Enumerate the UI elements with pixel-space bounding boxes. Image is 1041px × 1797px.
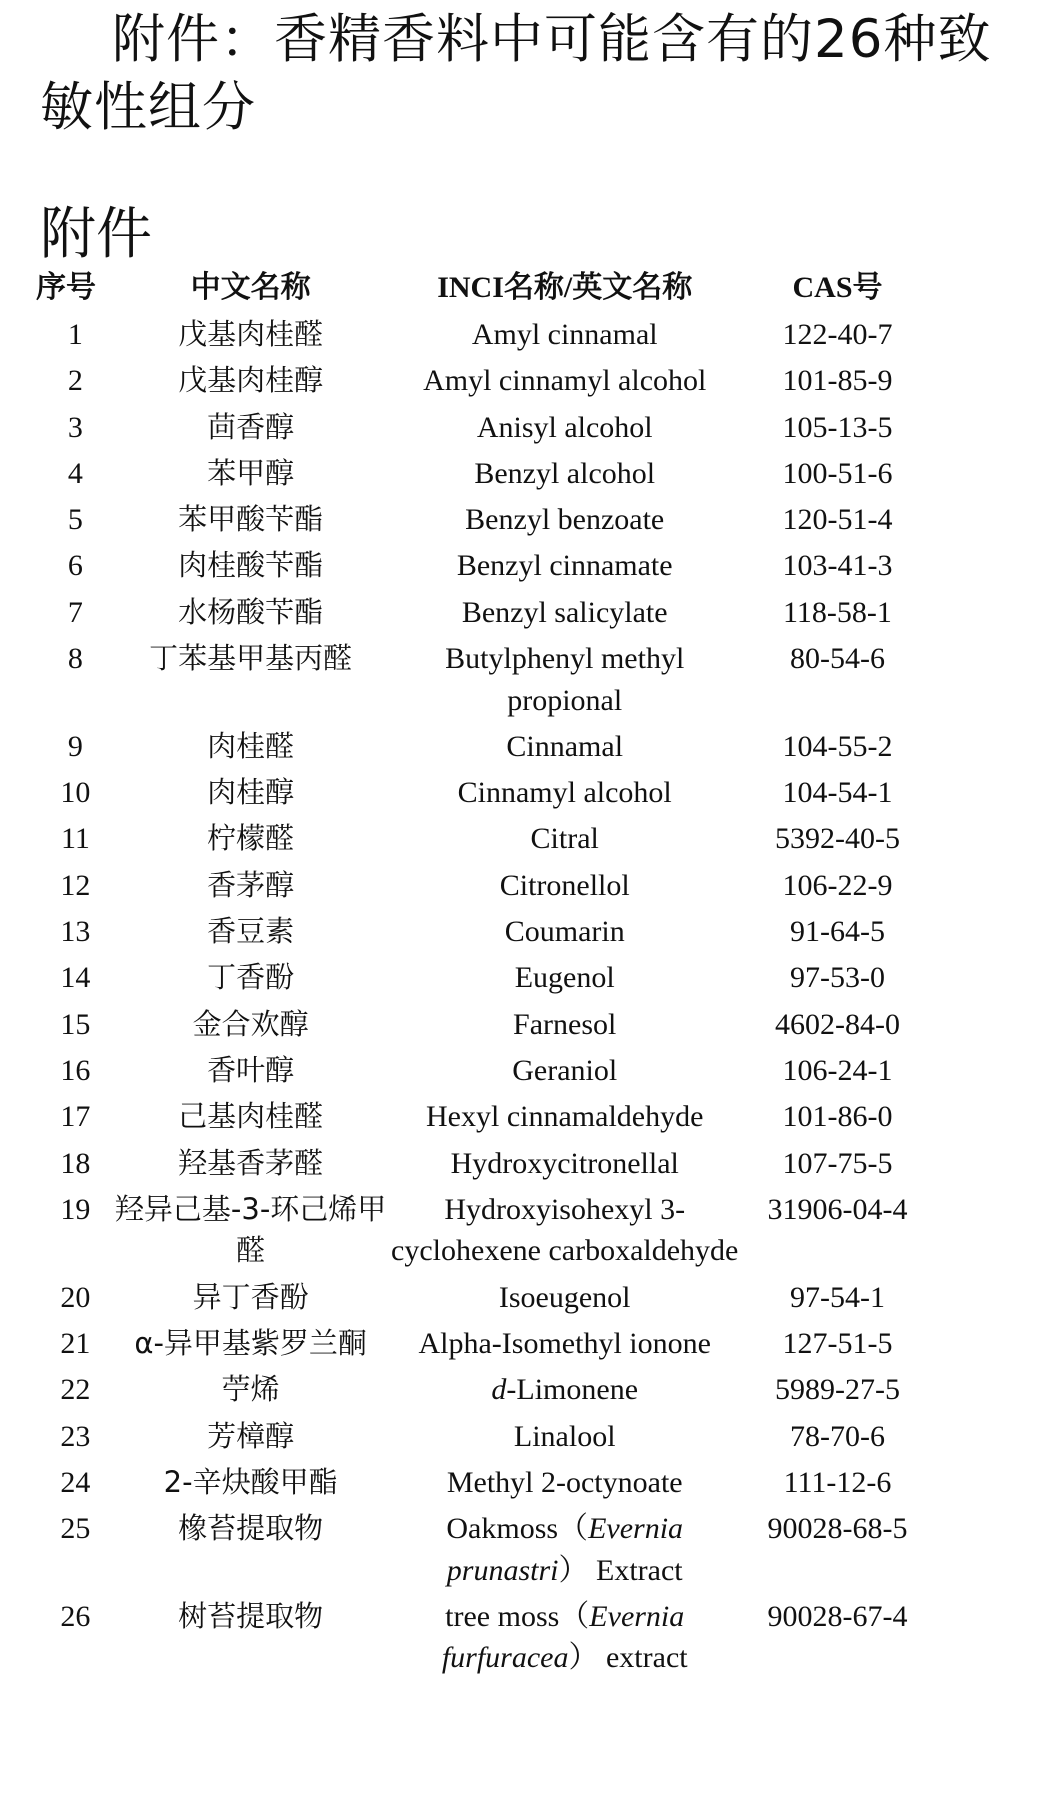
chinese-name: 异丁香酚: [192, 1279, 309, 1314]
inci-name: Linalool: [513, 1419, 616, 1453]
chinese-name: 香豆素: [207, 914, 295, 949]
table-row: [36, 499, 936, 545]
inci-name-italic-part: d: [491, 1373, 507, 1407]
row-number: 8: [67, 642, 83, 676]
inci-name: Amyl cinnamyl alcohol: [423, 364, 707, 398]
table-row: [36, 1050, 936, 1096]
cas-number: 103-41-3: [782, 549, 893, 583]
cas-number: 105-13-5: [782, 410, 893, 444]
inci-name: Methyl 2-octynoate: [446, 1465, 683, 1499]
inci-name: Hexyl cinnamaldehyde: [426, 1100, 704, 1134]
cas-number: 101-86-0: [782, 1100, 893, 1134]
cas-number: 104-55-2: [782, 729, 893, 763]
chinese-name: 肉桂酸苄酯: [178, 548, 324, 583]
chinese-name: 苧烯: [221, 1372, 280, 1407]
inci-name: Amyl cinnamal: [471, 318, 658, 351]
inci-name: [386, 1369, 739, 1415]
table-row: [36, 1096, 936, 1142]
row-number: 1: [67, 318, 83, 351]
table-row: [36, 1416, 936, 1462]
table-row: [36, 407, 936, 453]
chinese-name: 香茅醇: [207, 867, 295, 902]
chinese-name: α-异甲基紫罗兰酮: [134, 1325, 367, 1360]
table-row: [36, 1277, 936, 1323]
row-number: 25: [60, 1512, 91, 1546]
chinese-name: 柠檬醛: [207, 821, 295, 856]
cas-number: 107-75-5: [782, 1146, 893, 1180]
cas-number: 91-64-5: [790, 915, 885, 949]
inci-name: Cinnamyl alcohol: [457, 776, 672, 810]
table-row: [36, 453, 936, 499]
chinese-name: 苯甲酸苄酯: [178, 502, 324, 537]
table-row: [36, 726, 936, 772]
chinese-name: 2-辛炔酸甲酯: [163, 1464, 338, 1499]
chinese-name: 羟异己基-3-环己烯甲醛: [114, 1191, 387, 1268]
row-number: 15: [60, 1007, 91, 1041]
row-number: 19: [60, 1192, 91, 1226]
cas-number: 104-54-1: [782, 776, 893, 810]
row-number: 26: [60, 1599, 91, 1633]
row-number: 14: [60, 961, 91, 995]
cas-number: 127-51-5: [782, 1326, 893, 1360]
row-number: 7: [67, 595, 83, 629]
row-number: 18: [60, 1146, 91, 1180]
header-no: 序号: [36, 270, 96, 305]
inci-name-part: tree moss（: [445, 1599, 590, 1633]
cas-number: 80-54-6: [790, 642, 885, 676]
cas-number: 111-12-6: [783, 1465, 892, 1499]
chinese-name: 己基肉桂醛: [178, 1099, 324, 1134]
cas-number: 97-54-1: [790, 1280, 885, 1314]
inci-name: Benzyl benzoate: [465, 503, 665, 537]
cas-number: 118-58-1: [783, 595, 892, 629]
cas-number: 4602-84-0: [775, 1007, 900, 1041]
allergen-table: [36, 262, 936, 1684]
inci-name: Cinnamal: [506, 729, 624, 763]
row-number: 9: [67, 729, 83, 763]
cas-number: 5989-27-5: [775, 1373, 900, 1407]
chinese-name: 苯甲醇: [207, 455, 295, 490]
chinese-name: 丁香酚: [207, 960, 295, 995]
inci-name: Benzyl alcohol: [474, 456, 656, 490]
cas-number: 120-51-4: [782, 503, 893, 537]
inci-name: Citral: [530, 822, 599, 856]
table-row: [36, 911, 936, 957]
chinese-name: 香叶醇: [207, 1052, 295, 1087]
cas-number: 97-53-0: [790, 961, 885, 995]
table-row: [36, 818, 936, 864]
chinese-name: 芳樟醇: [207, 1418, 295, 1453]
table-body: [36, 314, 936, 1684]
cas-number: 100-51-6: [782, 456, 893, 490]
inci-name: Geraniol: [512, 1053, 618, 1087]
chinese-name: 肉桂醇: [207, 775, 295, 810]
cas-number: 5392-40-5: [775, 822, 900, 856]
chinese-name: 橡苔提取物: [178, 1511, 324, 1546]
cas-number: 31906-04-4: [767, 1192, 908, 1226]
cas-number: 106-22-9: [782, 868, 893, 902]
cas-number: 90028-67-4: [767, 1599, 908, 1633]
row-number: 24: [60, 1465, 91, 1499]
chinese-name: 丁苯基甲基丙醛: [149, 641, 353, 676]
row-number: 10: [60, 776, 91, 810]
cas-number: 122-40-7: [782, 318, 893, 351]
chinese-name: 戊基肉桂醇: [178, 363, 324, 398]
chinese-name: 茴香醇: [207, 409, 295, 444]
table-row: [36, 545, 936, 591]
inci-name-italic-part: Evernia furfuracea: [441, 1599, 685, 1675]
inci-name: Alpha-Isomethyl ionone: [418, 1326, 711, 1360]
row-number: 23: [60, 1419, 91, 1453]
cas-number: 78-70-6: [790, 1419, 885, 1453]
inci-name: Hydroxyisohexyl 3-cyclohexene carboxaldehyde: [391, 1192, 739, 1268]
row-number: 5: [67, 503, 83, 537]
chinese-name: 金合欢醇: [192, 1006, 309, 1041]
row-number: 3: [67, 410, 83, 444]
row-number: 12: [60, 868, 91, 902]
row-number: 16: [60, 1053, 91, 1087]
document-title: 附件：香精香料中可能含有的26种致敏性组分: [40, 9, 992, 138]
inci-name: Anisyl alcohol: [476, 410, 653, 444]
table-row: [36, 865, 936, 911]
inci-name: Coumarin: [504, 915, 625, 949]
cas-number: 106-24-1: [782, 1053, 893, 1087]
row-number: 20: [60, 1280, 91, 1314]
row-number: 13: [60, 915, 91, 949]
inci-name-part: Oakmoss（: [446, 1512, 589, 1546]
table-row: [36, 1004, 936, 1050]
table-row: [36, 314, 936, 360]
chinese-name: 树苔提取物: [178, 1598, 324, 1633]
table-row: [36, 1508, 936, 1596]
table-row: [36, 1369, 936, 1415]
table-row: [36, 360, 936, 406]
inci-name: Hydroxycitronellal: [450, 1146, 679, 1180]
inci-name: Farnesol: [513, 1007, 617, 1041]
row-number: 17: [60, 1100, 91, 1134]
header-cas: CAS号: [792, 271, 883, 304]
inci-name: [386, 1596, 739, 1684]
chinese-name: 羟基香茅醛: [178, 1145, 324, 1180]
table-row: [36, 1596, 936, 1684]
chinese-name: 水杨酸苄酯: [178, 594, 324, 629]
table-row: [36, 957, 936, 1003]
table-row: [36, 1143, 936, 1189]
inci-name: Benzyl cinnamate: [456, 549, 673, 583]
inci-name-part: ） Extract: [558, 1553, 683, 1587]
inci-name: Citronellol: [499, 868, 630, 902]
inci-name: [386, 1508, 739, 1596]
table-row: [36, 1462, 936, 1508]
row-number: 11: [60, 822, 90, 856]
inci-name-italic-part: Evernia prunastri: [446, 1512, 684, 1587]
row-number: 4: [67, 456, 83, 490]
inci-name: Benzyl salicylate: [461, 595, 668, 629]
table-row: [36, 1323, 936, 1369]
table-row: [36, 772, 936, 818]
table-row: [36, 1189, 936, 1277]
header-inci-name: INCI名称/英文名称: [437, 271, 693, 304]
table-row: [36, 592, 936, 638]
inci-name: Eugenol: [514, 961, 615, 995]
inci-name-part: -Limonene: [506, 1373, 639, 1407]
row-number: 21: [60, 1326, 91, 1360]
chinese-name: 戊基肉桂醛: [178, 317, 324, 351]
row-number: 6: [67, 549, 83, 583]
cas-number: 101-85-9: [782, 364, 893, 398]
cas-number: 90028-68-5: [767, 1512, 908, 1546]
table-header: [36, 262, 936, 314]
table-row: [36, 638, 936, 726]
inci-name-part: ） extract: [568, 1641, 688, 1675]
row-number: 22: [60, 1373, 91, 1407]
header-chinese-name: 中文名称: [190, 270, 311, 305]
chinese-name: 肉桂醛: [207, 728, 295, 763]
inci-name: Isoeugenol: [498, 1280, 631, 1314]
section-heading: 附件: [40, 202, 152, 267]
row-number: 2: [67, 364, 83, 398]
inci-name: Butylphenyl methyl propional: [445, 642, 685, 717]
